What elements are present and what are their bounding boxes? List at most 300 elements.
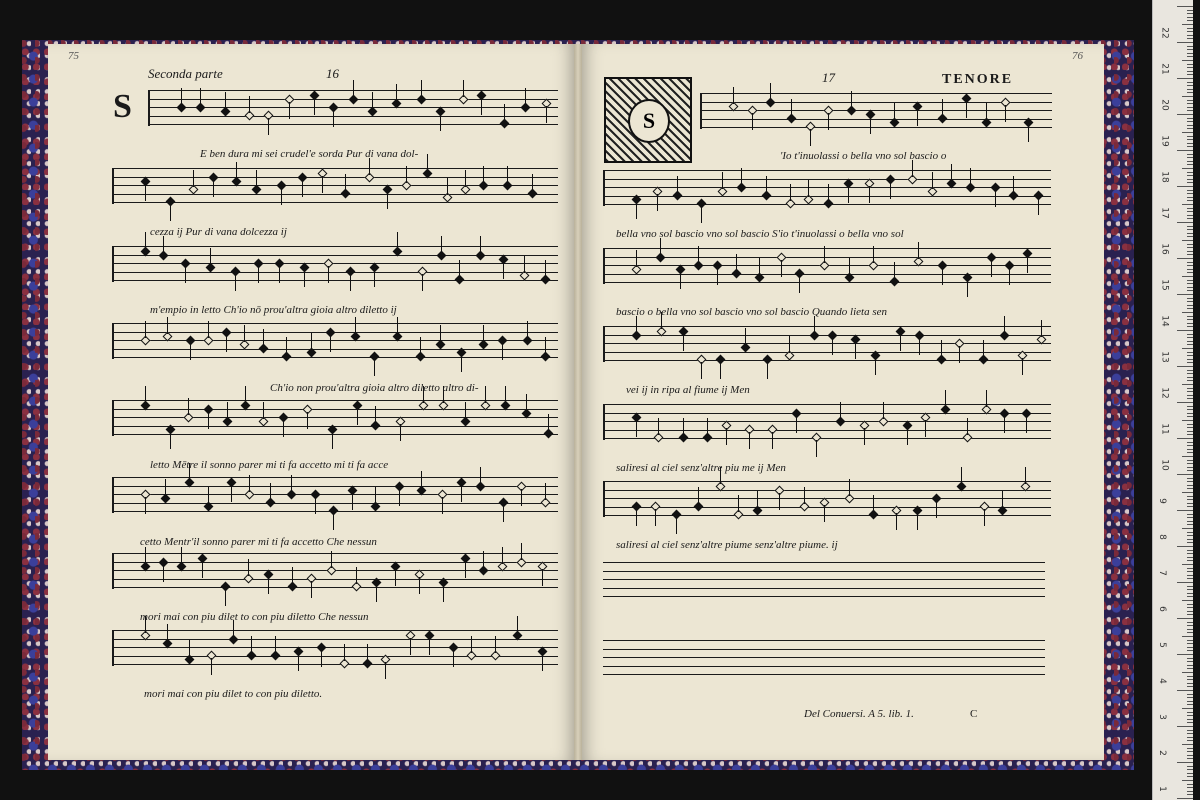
ruler-tick <box>1187 298 1193 299</box>
staff-line <box>603 649 1045 650</box>
ruler-tick <box>1187 560 1193 561</box>
note-stem <box>193 170 194 187</box>
note-stem <box>759 258 760 275</box>
ruler-tick <box>1187 82 1193 83</box>
staff-line <box>603 657 1045 658</box>
ruler-tick <box>1187 157 1193 158</box>
ruler-tick <box>1177 294 1193 295</box>
ruler-tick <box>1182 24 1193 25</box>
ruler-tick <box>1187 506 1193 507</box>
ruler-tick <box>1187 640 1193 641</box>
note-stem <box>1025 467 1026 484</box>
note-stem <box>936 501 937 518</box>
staff-line <box>603 571 1045 572</box>
ruler-tick <box>1187 485 1193 486</box>
lyric-line: E ben dura mi sei crudel'e sorda Pur di vana dol- <box>200 148 419 160</box>
note-stem <box>333 110 334 127</box>
staff-line <box>112 664 558 665</box>
ruler-tick <box>1187 442 1193 443</box>
note-stem <box>767 362 768 379</box>
note-stem <box>145 547 146 564</box>
note-stem <box>799 276 800 293</box>
note-stem <box>249 96 250 113</box>
note-stem <box>1004 316 1005 333</box>
note-stem <box>502 547 503 564</box>
ruler-tick <box>1187 64 1193 65</box>
ruler-tick <box>1182 780 1193 781</box>
ruler-tick <box>1187 370 1193 371</box>
ruler-tick <box>1187 143 1193 144</box>
ruler-tick <box>1187 643 1193 644</box>
note-stem <box>1005 105 1006 122</box>
ruler-tick <box>1187 730 1193 731</box>
note-stem <box>244 325 245 342</box>
ruler-tick <box>1187 35 1193 36</box>
ruler-tick <box>1182 60 1193 61</box>
ruler-tick <box>1187 398 1193 399</box>
staff <box>112 400 558 436</box>
ruler-tick <box>1187 175 1193 176</box>
note-stem <box>967 280 968 297</box>
staff-bar <box>112 553 114 589</box>
ruler-tick <box>1187 733 1193 734</box>
ruler-tick <box>1187 784 1193 785</box>
note-stem <box>185 266 186 283</box>
staff-bar <box>603 404 605 440</box>
note-stem <box>870 117 871 134</box>
note-stem <box>521 489 522 506</box>
note-stem <box>355 317 356 334</box>
ruler-tick <box>1182 420 1193 421</box>
note-stem <box>828 184 829 201</box>
lyric-line: mori mai con piu dilet to con piu diletto Che nessun <box>140 611 369 623</box>
staff-line <box>112 486 558 487</box>
note-stem <box>502 343 503 360</box>
note-stem <box>919 338 920 355</box>
note-stem <box>465 170 466 187</box>
ruler-tick <box>1187 46 1193 47</box>
note-stem <box>717 268 718 285</box>
ruler-tick <box>1187 380 1193 381</box>
note-stem <box>258 266 259 283</box>
staff-bar <box>603 248 605 284</box>
ruler-tick <box>1177 186 1193 187</box>
note-stem <box>406 166 407 183</box>
staff-line <box>112 409 558 410</box>
note-stem <box>707 418 708 435</box>
ruler-tick <box>1187 373 1193 374</box>
ruler-tick <box>1187 110 1193 111</box>
note-stem <box>542 569 543 586</box>
ruler-tick <box>1187 323 1193 324</box>
ruler-number: 5 <box>1156 642 1167 648</box>
ruler-tick <box>1177 222 1193 223</box>
note-stem <box>676 517 677 534</box>
note-stem <box>422 274 423 291</box>
note-stem <box>471 636 472 653</box>
note-stem <box>1002 491 1003 508</box>
ruler-tick <box>1187 715 1193 716</box>
note-stem <box>720 362 721 379</box>
note-stem <box>483 166 484 183</box>
note-stem <box>945 390 946 407</box>
ruler-number: 10 <box>1159 459 1170 471</box>
ruler-tick <box>1177 42 1193 43</box>
staff-line <box>112 263 558 264</box>
ruler-tick <box>1187 121 1193 122</box>
ruler-tick <box>1187 290 1193 291</box>
ruler-tick <box>1187 758 1193 759</box>
staff <box>112 168 558 204</box>
ruler-tick <box>1187 10 1193 11</box>
ruler-tick <box>1187 514 1193 515</box>
ruler-tick <box>1182 204 1193 205</box>
note-stem <box>461 355 462 372</box>
note-stem <box>546 106 547 123</box>
ruler-tick <box>1187 737 1193 738</box>
ruler-tick <box>1187 193 1193 194</box>
staff-line <box>603 274 1051 275</box>
ruler-tick <box>1177 510 1193 511</box>
ruler-tick <box>1187 424 1193 425</box>
note-stem <box>504 104 505 121</box>
note-stem <box>849 258 850 275</box>
note-stem <box>824 505 825 522</box>
staff-bar <box>603 326 605 362</box>
note-stem <box>855 342 856 359</box>
ruler-tick <box>1187 74 1193 75</box>
ruler-tick <box>1187 13 1193 14</box>
note-stem <box>145 386 146 403</box>
ruler-tick <box>1187 532 1193 533</box>
ruler-tick <box>1187 118 1193 119</box>
note-stem <box>959 346 960 363</box>
note-stem <box>918 242 919 259</box>
note-stem <box>526 394 527 411</box>
note-stem <box>1027 256 1028 273</box>
ruler-tick <box>1182 492 1193 493</box>
ruler-tick <box>1187 20 1193 21</box>
note-stem <box>757 491 758 508</box>
note-stem <box>400 424 401 441</box>
note-stem <box>657 194 658 211</box>
note-stem <box>410 638 411 655</box>
ruler-tick <box>1187 568 1193 569</box>
ruler-tick <box>1187 665 1193 666</box>
note-stem <box>279 266 280 283</box>
staff-bar <box>700 93 702 129</box>
ruler-tick <box>1187 172 1193 173</box>
ruler-tick <box>1187 712 1193 713</box>
ruler-tick <box>1187 107 1193 108</box>
ruler-tick <box>1182 276 1193 277</box>
staff-line <box>112 168 558 169</box>
ruler-tick <box>1187 694 1193 695</box>
staff-line <box>603 179 1051 180</box>
note-stem <box>245 386 246 403</box>
section-header: Seconda parte <box>148 66 223 81</box>
note-stem <box>907 428 908 445</box>
ruler-tick <box>1187 53 1193 54</box>
left-page-number: 16 <box>326 66 339 81</box>
ruler-tick <box>1187 92 1193 93</box>
staff <box>112 630 558 666</box>
note-stem <box>521 543 522 560</box>
note-stem <box>485 386 486 403</box>
staff-line <box>603 257 1051 258</box>
note-stem <box>352 493 353 510</box>
note-stem <box>752 113 753 130</box>
note-stem <box>636 202 637 219</box>
note-stem <box>483 325 484 342</box>
note-stem <box>986 390 987 407</box>
ruler-tick <box>1187 755 1193 756</box>
ruler-tick <box>1187 308 1193 309</box>
note-stem <box>828 113 829 130</box>
note-stem <box>440 325 441 342</box>
ruler-tick <box>1182 564 1193 565</box>
note-stem <box>298 654 299 671</box>
ruler-tick <box>1187 704 1193 705</box>
ruler-tick <box>1182 708 1193 709</box>
note-stem <box>873 495 874 512</box>
ruler-tick <box>1187 719 1193 720</box>
ruler-tick <box>1187 445 1193 446</box>
ruler-tick <box>1187 200 1193 201</box>
note-stem <box>302 180 303 197</box>
note-stem <box>291 475 292 492</box>
ruler-tick <box>1187 557 1193 558</box>
ruler-tick <box>1187 452 1193 453</box>
ruler-tick <box>1187 679 1193 680</box>
note-stem <box>441 236 442 253</box>
note-stem <box>545 337 546 354</box>
ruler-tick <box>1182 312 1193 313</box>
note-stem <box>698 246 699 263</box>
staff-line <box>112 246 558 247</box>
lyric-line: m'empio in letto Ch'io nō prou'altra gioia altro diletto ij <box>150 304 397 316</box>
note-stem <box>542 654 543 671</box>
ruler-tick <box>1177 438 1193 439</box>
note-stem <box>524 256 525 273</box>
ruler-tick <box>1182 636 1193 637</box>
lyric-line: letto Mētre il sonno parer mi ti fa accetto mi ti fa acce <box>150 459 389 471</box>
staff-line <box>112 255 558 256</box>
ruler-tick <box>1187 751 1193 752</box>
note-stem <box>505 386 506 403</box>
ruler-tick <box>1187 100 1193 101</box>
note-stem <box>1041 320 1042 337</box>
ruler-tick <box>1187 769 1193 770</box>
ruler-tick <box>1187 604 1193 605</box>
note-stem <box>816 440 817 457</box>
note-stem <box>170 432 171 449</box>
note-stem <box>353 80 354 97</box>
ruler-tick <box>1187 395 1193 396</box>
ruler-tick <box>1187 316 1193 317</box>
note-stem <box>397 232 398 249</box>
note-stem <box>824 246 825 263</box>
staff-line <box>112 579 558 580</box>
note-stem <box>465 561 466 578</box>
ruler-tick <box>1187 265 1193 266</box>
note-stem <box>658 418 659 435</box>
note-stem <box>145 321 146 338</box>
ruler-tick <box>1187 787 1193 788</box>
note-stem <box>357 408 358 425</box>
ruler-tick <box>1187 89 1193 90</box>
note-stem <box>235 274 236 291</box>
note-stem <box>503 505 504 522</box>
lyric-line: mori mai con piu dilet to con piu diletto. <box>144 688 323 700</box>
ruler-tick <box>1187 571 1193 572</box>
staff-bar <box>112 246 114 282</box>
ruler-tick <box>1187 575 1193 576</box>
note-stem <box>419 577 420 594</box>
ruler-tick <box>1182 528 1193 529</box>
note-stem <box>286 337 287 354</box>
note-stem <box>660 238 661 255</box>
ruler-tick <box>1177 6 1193 7</box>
ruler-tick <box>1187 589 1193 590</box>
ruler-number: 19 <box>1159 135 1170 147</box>
note-stem <box>873 246 874 263</box>
note-stem <box>376 585 377 602</box>
staff-line <box>603 481 1051 482</box>
note-stem <box>345 174 346 191</box>
note-stem <box>208 487 209 504</box>
note-stem <box>864 428 865 445</box>
staff-line <box>603 430 1051 431</box>
staff-line <box>112 647 558 648</box>
note-stem <box>942 99 943 116</box>
lyric-line: cezza ij Pur di vana dolcezza ij <box>150 226 287 238</box>
ruler-tick <box>1187 409 1193 410</box>
note-stem <box>374 359 375 376</box>
ruler-tick <box>1187 542 1193 543</box>
ruler-tick <box>1187 208 1193 209</box>
right-corner-mark: 76 <box>1072 50 1083 62</box>
note-stem <box>453 650 454 667</box>
staff-line <box>603 666 1045 667</box>
ruler-tick <box>1187 416 1193 417</box>
ruler-tick <box>1187 460 1193 461</box>
ruler-tick <box>1187 553 1193 554</box>
note-stem <box>200 88 201 105</box>
staff-line <box>603 674 1045 675</box>
book-gutter <box>574 44 582 760</box>
ruler-tick <box>1182 240 1193 241</box>
ruler-number: 7 <box>1156 570 1167 576</box>
staff-line <box>603 640 1045 641</box>
staff-line <box>603 438 1051 439</box>
ruler-number: 9 <box>1156 498 1167 504</box>
ruler-tick <box>1177 798 1193 799</box>
note-stem <box>304 270 305 287</box>
note-stem <box>396 84 397 101</box>
note-stem <box>480 467 481 484</box>
note-stem <box>188 398 189 415</box>
note-stem <box>766 176 767 193</box>
ruler-tick <box>1182 600 1193 601</box>
note-stem <box>374 270 375 287</box>
ruler-tick <box>1187 449 1193 450</box>
ruler-tick <box>1187 773 1193 774</box>
note-stem <box>328 266 329 283</box>
note-stem <box>814 316 815 333</box>
note-stem <box>701 206 702 223</box>
ruler-tick <box>1187 236 1193 237</box>
staff-line <box>700 93 1052 94</box>
note-stem <box>967 418 968 435</box>
ruler-number: 2 <box>1156 750 1167 756</box>
ruler-tick <box>1187 470 1193 471</box>
ruler-tick <box>1177 402 1193 403</box>
staff <box>603 640 1045 676</box>
note-stem <box>1013 176 1014 193</box>
ruler-tick <box>1182 456 1193 457</box>
note-stem <box>840 402 841 419</box>
note-stem <box>226 335 227 352</box>
note-stem <box>420 337 421 354</box>
staff-bar <box>112 630 114 666</box>
ruler-number: 8 <box>1156 534 1167 540</box>
note-stem <box>202 561 203 578</box>
note-stem <box>268 577 269 594</box>
ruler-tick <box>1187 125 1193 126</box>
staff-line <box>603 421 1051 422</box>
ruler-tick <box>1187 49 1193 50</box>
ruler-tick <box>1187 632 1193 633</box>
ruler-tick <box>1187 17 1193 18</box>
ruler-tick <box>1187 434 1193 435</box>
note-stem <box>311 333 312 350</box>
ruler-tick <box>1187 539 1193 540</box>
ruler-number: 3 <box>1156 714 1167 720</box>
note-stem <box>463 80 464 97</box>
ruler-number: 15 <box>1159 279 1170 291</box>
note-stem <box>698 487 699 504</box>
voice-part-title: TENORE <box>942 72 1014 87</box>
staff-line <box>112 202 558 203</box>
note-stem <box>925 420 926 437</box>
note-stem <box>832 338 833 355</box>
ruler-tick <box>1187 215 1193 216</box>
note-stem <box>749 432 750 449</box>
ruler-tick <box>1187 748 1193 749</box>
note-stem <box>1022 358 1023 375</box>
note-stem <box>315 497 316 514</box>
ruler-tick <box>1187 233 1193 234</box>
ruler-tick <box>1187 697 1193 698</box>
ruler-tick <box>1187 359 1193 360</box>
note-stem <box>292 567 293 584</box>
note-stem <box>772 432 773 449</box>
note-stem <box>1028 125 1029 142</box>
note-stem <box>917 109 918 126</box>
staff-line <box>112 185 558 186</box>
note-stem <box>256 170 257 187</box>
staff-line <box>603 404 1051 405</box>
ruler-tick <box>1187 496 1193 497</box>
note-stem <box>311 581 312 598</box>
note-stem <box>395 569 396 586</box>
note-stem <box>429 638 430 655</box>
lyric-line: saliresi al ciel senz'altre piume senz'altre piume. ij <box>616 539 838 551</box>
staff-line <box>112 587 558 588</box>
staff-line <box>603 187 1051 188</box>
lyric-line: Ch'io non prou'altra gioia altro diletto altro di- <box>270 382 479 394</box>
